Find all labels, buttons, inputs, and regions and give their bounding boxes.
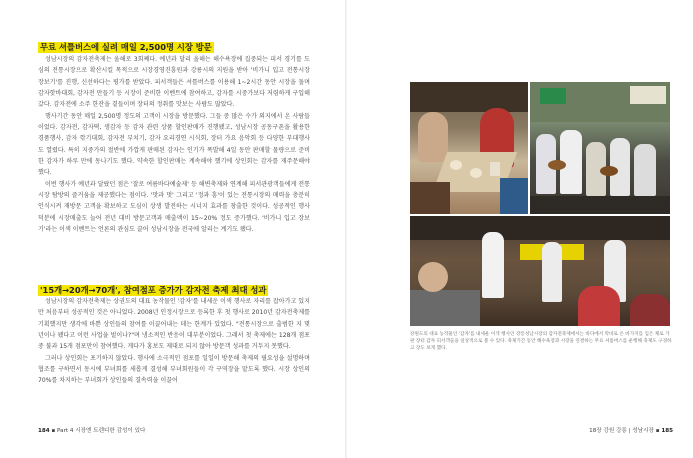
photo-caption: 강원도의 대표 농작물인 '감자'를 내세운 이색 행사인 강릉성남시장의 감자전축제에서는 바다에서 막바로 온 바가지를 입은 채로 가판 장터 감자 피서객들을 일상적으로 볼 수 있다. 축제기간 동안 해수욕장과 시장을 연결하는 무료 셔틀버스를 운행해 축제도 구경하고 장도 보게 했다. xyxy=(410,332,672,351)
paragraph: 성남시장의 감자전축제는 상권도의 대표 농작물인 '감자'를 내세운 이색 행사로 자리를 잡아가고 있지만 처음부터 성공적인 것은 아니었다. 2008년 인정시장으로 등록한 후 첫 행사로 2010년 감자전축제를 기획했지만 생각에 바쁜 상인들의 참여를 이끌어내는 데는 한계가 있었다. "전통시장으로 출범한 지 몇 년이나 됐다고 이런 사업을 벌이나?"며 냉소적인 반응이 대부분이었다. 그래서 첫 축제에는 128개 점포 중 불과 15개 점포만이 참여했다. 게다가 홍보도 제대로 되지 않아 방문객 성과를 거두지 못했다. xyxy=(38,298,310,351)
musician-figure xyxy=(634,144,656,196)
shop-sign xyxy=(540,88,566,104)
paragraph: 이번 행사가 예년과 달랐던 점은 '잘로 여름바다예술제' 등 해변축제와 연계해 피서관광객들에게 전통시장 탐방의 즐거움을 제공했다는 점이다. '맛과 멋' 그리고 '정과 흥'이 있는 전통시장의 매력을 충분히 인식시켜 재방문 고객을 확보하고 도심이 상생 발전하는 시너지 효과를 창출한 것이다. 성공적인 행사 덕분에 시장매출도 늘어 전년 대비 방문고객과 매출액이 15~20% 정도 증가했다. '비가니 입고 장보기'라는 이색 이벤트는 언론의 관심도 끌어 성남시장을 전국에 알리는 계기도 됐다. xyxy=(38,180,310,234)
left-page xyxy=(0,0,346,458)
right-footer xyxy=(589,426,673,434)
page-number: 184 xyxy=(38,428,50,434)
footer-separator: | xyxy=(628,428,633,434)
audience-head xyxy=(418,262,448,292)
performer-figure xyxy=(542,242,562,302)
market-restaurant-photo xyxy=(410,82,528,214)
market-label: 성남시장 xyxy=(632,428,654,434)
footer-separator: ▪ xyxy=(51,428,58,434)
guitar-shape xyxy=(548,160,566,170)
cup-shape xyxy=(490,162,500,176)
street-ground xyxy=(530,196,670,214)
section-heading-1: 무료 셔틀버스에 실려 매일 2,500명 시장 방문 xyxy=(40,42,212,52)
region-label: 18장 강원 강릉 xyxy=(589,428,627,434)
tent-canopy xyxy=(410,216,670,240)
ceiling-shadow xyxy=(410,82,528,112)
paragraph: 행사기간 동안 매일 2,500명 정도의 고객이 시장을 방문했다. 그들 중 많은 수가 외지에서 온 사람들이었다. 감자전, 감자떡, 생감자 등 감자 관련 상품 할인판매가 진행됐고, 성남시장 공동구폰을 활용한 경품행사, 감자 깎기대회, 감자전 부치기, 감자 요리경연 시식회, 장터 가요 음악회 등 다양한 부대행사도 열렸다. 특히 지중가의 절반에 가깝게 판매된 감자는 인기가 폭발해 4일 동안 판매할 물량으로 준비한 감자가 하루 만에 동나기도 했다. 약속한 할인판매는 계속해야 했기에 상인회는 감자를 재주문해야 했다. xyxy=(38,112,310,177)
paragraph: 그러나 상인회는 포기하지 않았다. 행사에 소극적인 점포를 일일이 방문해 축제의 필요성을 설명하며 협조를 구하면서 동시에 부녀회를 새롭게 결성해 부녀회원들이 각 구역장을 맡도록 했다. 시장 상인의 70%를 차지하는 부녀회가 상인들의 결속력을 이끌어 xyxy=(38,354,310,385)
music-stand xyxy=(520,244,544,260)
shop-sign xyxy=(630,86,666,104)
audience-figure xyxy=(410,290,480,326)
dish-shape xyxy=(450,160,462,170)
section-body-2 xyxy=(38,296,310,387)
guitar-shape xyxy=(600,166,618,176)
performer-figure xyxy=(482,232,504,298)
paragraph: 성남시장의 감자전축제는 올해로 3회째다. 예년과 달리 올해는 해수욕장에 집중되는 피서 경기를 도심의 전통시장으로 확산시킬 목적으로 시장경영진흥원과 강릉시의 지원을 받아 '비가니 입고 전통시장 장보기'를 진행, 신선하다는 평가를 받았다. 피서객들은 셔틀버스를 이용해 1~2시간 동안 시장을 돌며 감자핫바대회, 감자전 만들기 등 시장이 준비한 이벤트에 참여하고, 감자를 시중가보다 저렴하게 구입해갔다. 감자전에 소주 한잔을 곁들이며 장터의 정취를 맛보는 사람도 많았다. xyxy=(38,56,310,109)
dish-shape xyxy=(470,168,482,178)
person-figure xyxy=(418,112,448,162)
music-stand xyxy=(560,244,584,260)
person-figure xyxy=(410,182,450,214)
street-musicians-photo xyxy=(530,82,670,214)
person-figure xyxy=(500,178,528,214)
section-body-1 xyxy=(38,54,310,236)
audience-figure xyxy=(578,286,620,326)
outdoor-performance-photo xyxy=(410,216,670,326)
page-number: 185 xyxy=(661,428,673,434)
footer-separator: ▪ xyxy=(655,428,662,434)
part-title: Part 4 시장엔 트렌디한 감성이 있다 xyxy=(57,428,146,434)
audience-figure xyxy=(630,294,670,326)
right-page xyxy=(347,0,693,458)
left-footer xyxy=(38,426,145,434)
section-heading-2: '15개→20개→70개', 참여점포 증가가 감자전 축제 최대 성과 xyxy=(40,285,267,295)
